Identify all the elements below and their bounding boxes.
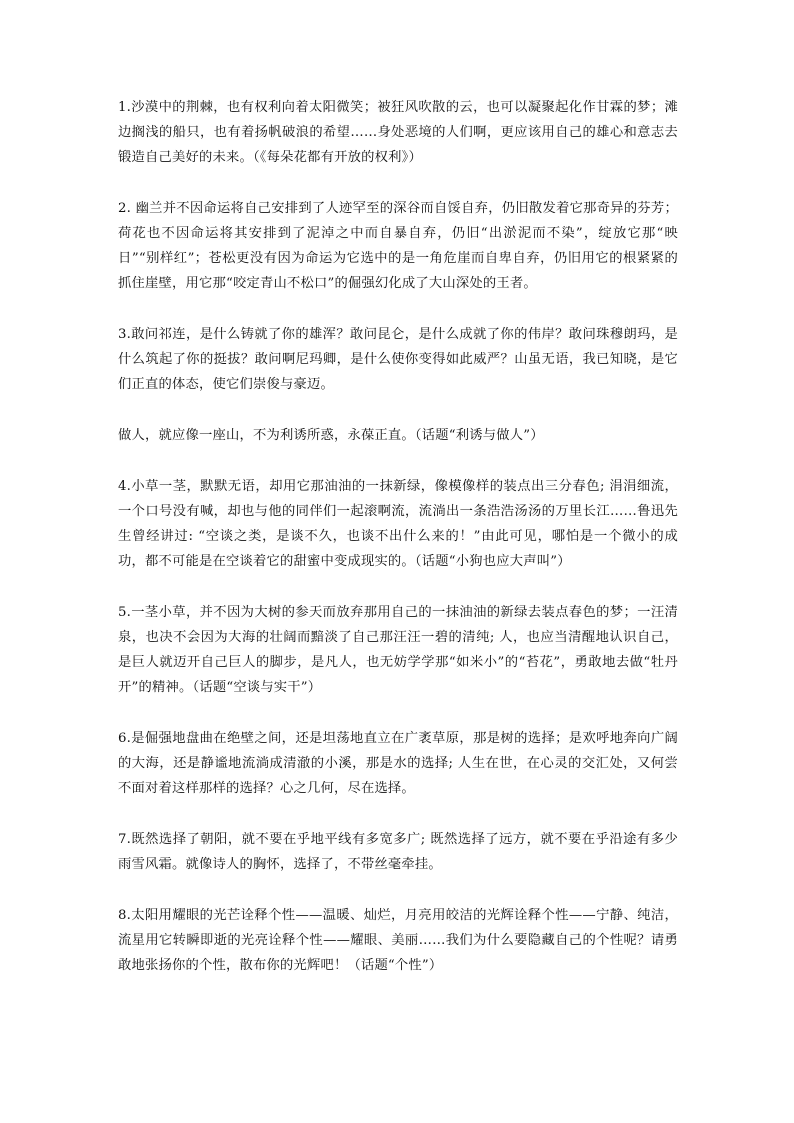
paragraph-8: 8.太阳用耀眼的光芒诠释个性——温暖、灿烂，月亮用皎洁的光辉诠释个性——宁静、纯洁，流星用它转瞬即逝的光亮诠释个性——耀眼、美丽……我们为什么要隐藏自己的个性呢？请勇敢地张扬你的个性，散布你的光辉吧！（话题“个性”） bbox=[118, 908, 678, 973]
paragraph-4: 4.小草一茎，默默无语，却用它那油油的一抹新绿，像模像样的装点出三分春色; 涓涓细流，一个口号没有喊，却也与他的同伴们一起滚啊流，流淌出一条浩浩汤汤的万里长江……鲁迅先生曾经讲过: “空谈之类，是谈不久，也谈不出什么来的！”由此可见，哪怕是一个微小的成功，都不可能是在空谈着它的甜蜜中变成现实的。（话题“小狗也应大声叫”） bbox=[118, 479, 678, 569]
paragraph-1: 1.沙漠中的荆棘，也有权利向着太阳微笑；被狂风吹散的云，也可以凝聚起化作甘霖的梦；滩边搁浅的船只，也有着扬帆破浪的希望……身处恶境的人们啊，更应该用自己的雄心和意志去锻造自己美好的未来。（《每朵花都有开放的权利》） bbox=[118, 100, 678, 165]
paragraph-5: 5.一茎小草，并不因为大树的参天而放弃那用自己的一抹油油的新绿去装点春色的梦；一汪清泉，也决不会因为大海的壮阔而黯淡了自己那汪汪一碧的清纯; 人，也应当清醒地认识自己，是巨人就迈开自己巨人的脚步，是凡人，也无妨学学那“如米小”的“苔花”，勇敢地去做“牡丹开”的精神。（话题“空谈与实干”） bbox=[118, 605, 678, 695]
paragraph-3-conclusion: 做人，就应像一座山，不为利诱所惑，永葆正直。（话题“利诱与做人”） bbox=[118, 428, 544, 443]
document-page bbox=[118, 95, 678, 1004]
paragraph-6: 6.是倔强地盘曲在绝壁之间，还是坦荡地直立在广袤草原，那是树的选择；是欢呼地奔向广阔的大海，还是静谧地流淌成清澈的小溪，那是水的选择; 人生在世，在心灵的交汇处，又何尝不面对着这样那样的选择？心之几何，尽在选择。 bbox=[118, 731, 678, 796]
paragraph-2: 2. 幽兰并不因命运将自己安排到了人迹罕至的深谷而自馁自弃，仍旧散发着它那奇异的芬芳；荷花也不因命运将其安排到了泥淖之中而自暴自弃，仍旧“出淤泥而不染”，绽放它那“映日”“别样红”；苍松更没有因为命运为它选中的是一角危崖而自卑自弃，仍旧用它的根紧紧的抓住崖壁，用它那“咬定青山不松口”的倔强幻化成了大山深处的王者。 bbox=[118, 201, 678, 291]
paragraph-3: 3.敢问祁连，是什么铸就了你的雄浑？敢问昆仑，是什么成就了你的伟岸？敢问珠穆朗玛，是什么筑起了你的挺拔？敢问啊尼玛卿，是什么使你变得如此威严？山虽无语，我已知晓，是它们正直的体态，使它们崇俊与豪迈。 bbox=[118, 327, 678, 392]
paragraph-7: 7.既然选择了朝阳，就不要在乎地平线有多宽多广; 既然选择了远方，就不要在乎沿途有多少雨雪风霜。就像诗人的胸怀，选择了，不带丝毫牵挂。 bbox=[118, 832, 678, 872]
